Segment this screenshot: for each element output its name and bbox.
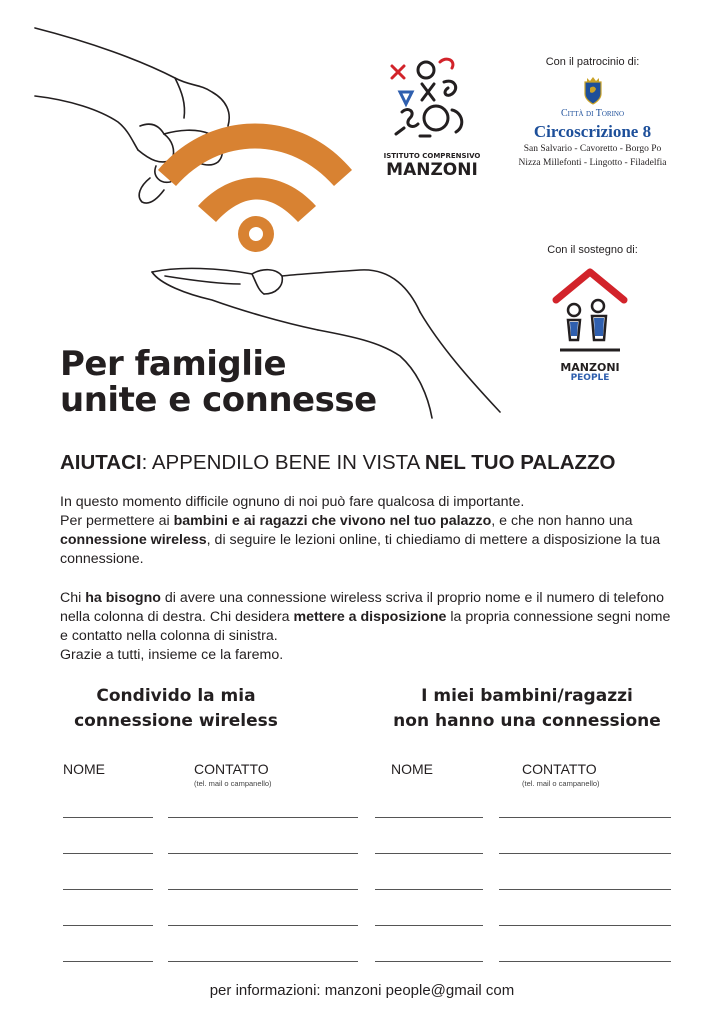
intro-b1: bambini e ai ragazzi che vivono nel tuo palazzo	[173, 513, 492, 529]
left-column-heading	[60, 684, 292, 734]
intro-s3: , di seguire le lezioni online, ti chiediamo di mettere a disposizione la tua connessione.	[60, 532, 661, 567]
form-line	[375, 853, 483, 854]
instr-s3: la propria connessione segni nome e contatto nella colonna di sinistra.	[60, 609, 671, 644]
right-contatto-hint: (tel. mail o campanello)	[522, 779, 600, 788]
intro-b2: connessione wireless	[60, 532, 207, 548]
district-areas-line1: San Salvario - Cavoretto - Borgo Po	[523, 144, 662, 154]
right-nome-label: NOME	[391, 761, 433, 777]
instr-b2: mettere a disposizione	[293, 609, 447, 625]
form-line	[375, 889, 483, 890]
manzoni-people-mark	[550, 266, 630, 362]
page-title-line1: Per famiglie	[60, 344, 287, 384]
right-heading-line2: non hanno una connessione	[393, 711, 661, 731]
giving-hand-illustration	[35, 28, 229, 203]
patronage-caption: Con il patrocinio di:	[545, 56, 640, 68]
patronage-logo	[500, 74, 685, 184]
left-nome-label: NOME	[63, 761, 105, 777]
intro-s1: Per permettere ai	[60, 513, 174, 529]
right-heading-line1: I miei bambini/ragazzi	[421, 686, 633, 706]
district-name: Circoscrizione 8	[533, 122, 652, 141]
form-line	[168, 817, 358, 818]
intro-sentence	[60, 512, 680, 569]
page-title-line2: unite e connesse	[60, 380, 377, 420]
form-line	[63, 853, 153, 854]
manzoni-people-logo	[550, 266, 630, 388]
manzoni-logo-line1: ISTITUTO COMPRENSIVO	[383, 152, 481, 160]
support-caption: Con il sostegno di:	[547, 244, 638, 256]
intro-s2: , e che non hanno una	[491, 513, 633, 529]
form-line	[63, 925, 153, 926]
headline-part1: AIUTACI	[60, 451, 142, 474]
form-line	[168, 961, 358, 962]
city-name: Città di Torino	[560, 108, 625, 119]
instructions-sentence	[60, 589, 680, 646]
page-title	[60, 346, 377, 418]
wifi-icon	[158, 124, 352, 253]
form-line	[63, 889, 153, 890]
form-line	[63, 961, 153, 962]
form-line	[375, 817, 483, 818]
people-logo-name2: PEOPLE	[570, 373, 610, 383]
right-contatto-label: CONTATTO	[522, 761, 597, 777]
manzoni-school-logo	[382, 52, 482, 182]
form-line	[168, 889, 358, 890]
right-column-heading	[382, 684, 672, 734]
intro-paragraph	[60, 493, 680, 569]
footer-contact-info: per informazioni: manzoni people@gmail com	[209, 982, 515, 999]
form-line	[168, 853, 358, 854]
instructions-thanks: Grazie a tutti, insieme ce la faremo.	[60, 647, 284, 663]
form-line	[499, 817, 671, 818]
people-logo-name1: MANZONI	[560, 361, 620, 374]
district-areas-line2: Nizza Millefonti - Lingotto - Filadelfia	[518, 158, 667, 168]
form-line	[499, 961, 671, 962]
instructions-paragraph	[60, 589, 680, 665]
form-line	[63, 817, 153, 818]
city-crest-icon	[582, 76, 604, 106]
form-line	[375, 961, 483, 962]
intro-line1: In questo momento difficile ognuno di noi può fare qualcosa di importante.	[60, 494, 525, 510]
form-line	[499, 853, 671, 854]
form-line	[499, 925, 671, 926]
manzoni-logo-line2: MANZONI	[386, 160, 478, 180]
call-to-action-headline	[60, 451, 616, 475]
manzoni-logo-mark	[382, 52, 482, 152]
form-line	[168, 925, 358, 926]
left-heading-line1: Condivido la mia	[96, 686, 256, 706]
headline-part2: : APPENDILO BENE IN VISTA	[141, 451, 425, 474]
instr-s1: Chi	[60, 590, 86, 606]
instr-s2: di avere una connessione wireless scriva il proprio nome e il numero di telefono nella colonna di destra. Chi desidera	[60, 590, 665, 625]
instr-b1: ha bisogno	[85, 590, 161, 606]
left-contatto-hint: (tel. mail o campanello)	[194, 779, 272, 788]
form-line	[499, 889, 671, 890]
form-line	[375, 925, 483, 926]
headline-part3: NEL TUO PALAZZO	[424, 451, 616, 474]
left-contatto-label: CONTATTO	[194, 761, 269, 777]
left-heading-line2: connessione wireless	[74, 711, 278, 731]
